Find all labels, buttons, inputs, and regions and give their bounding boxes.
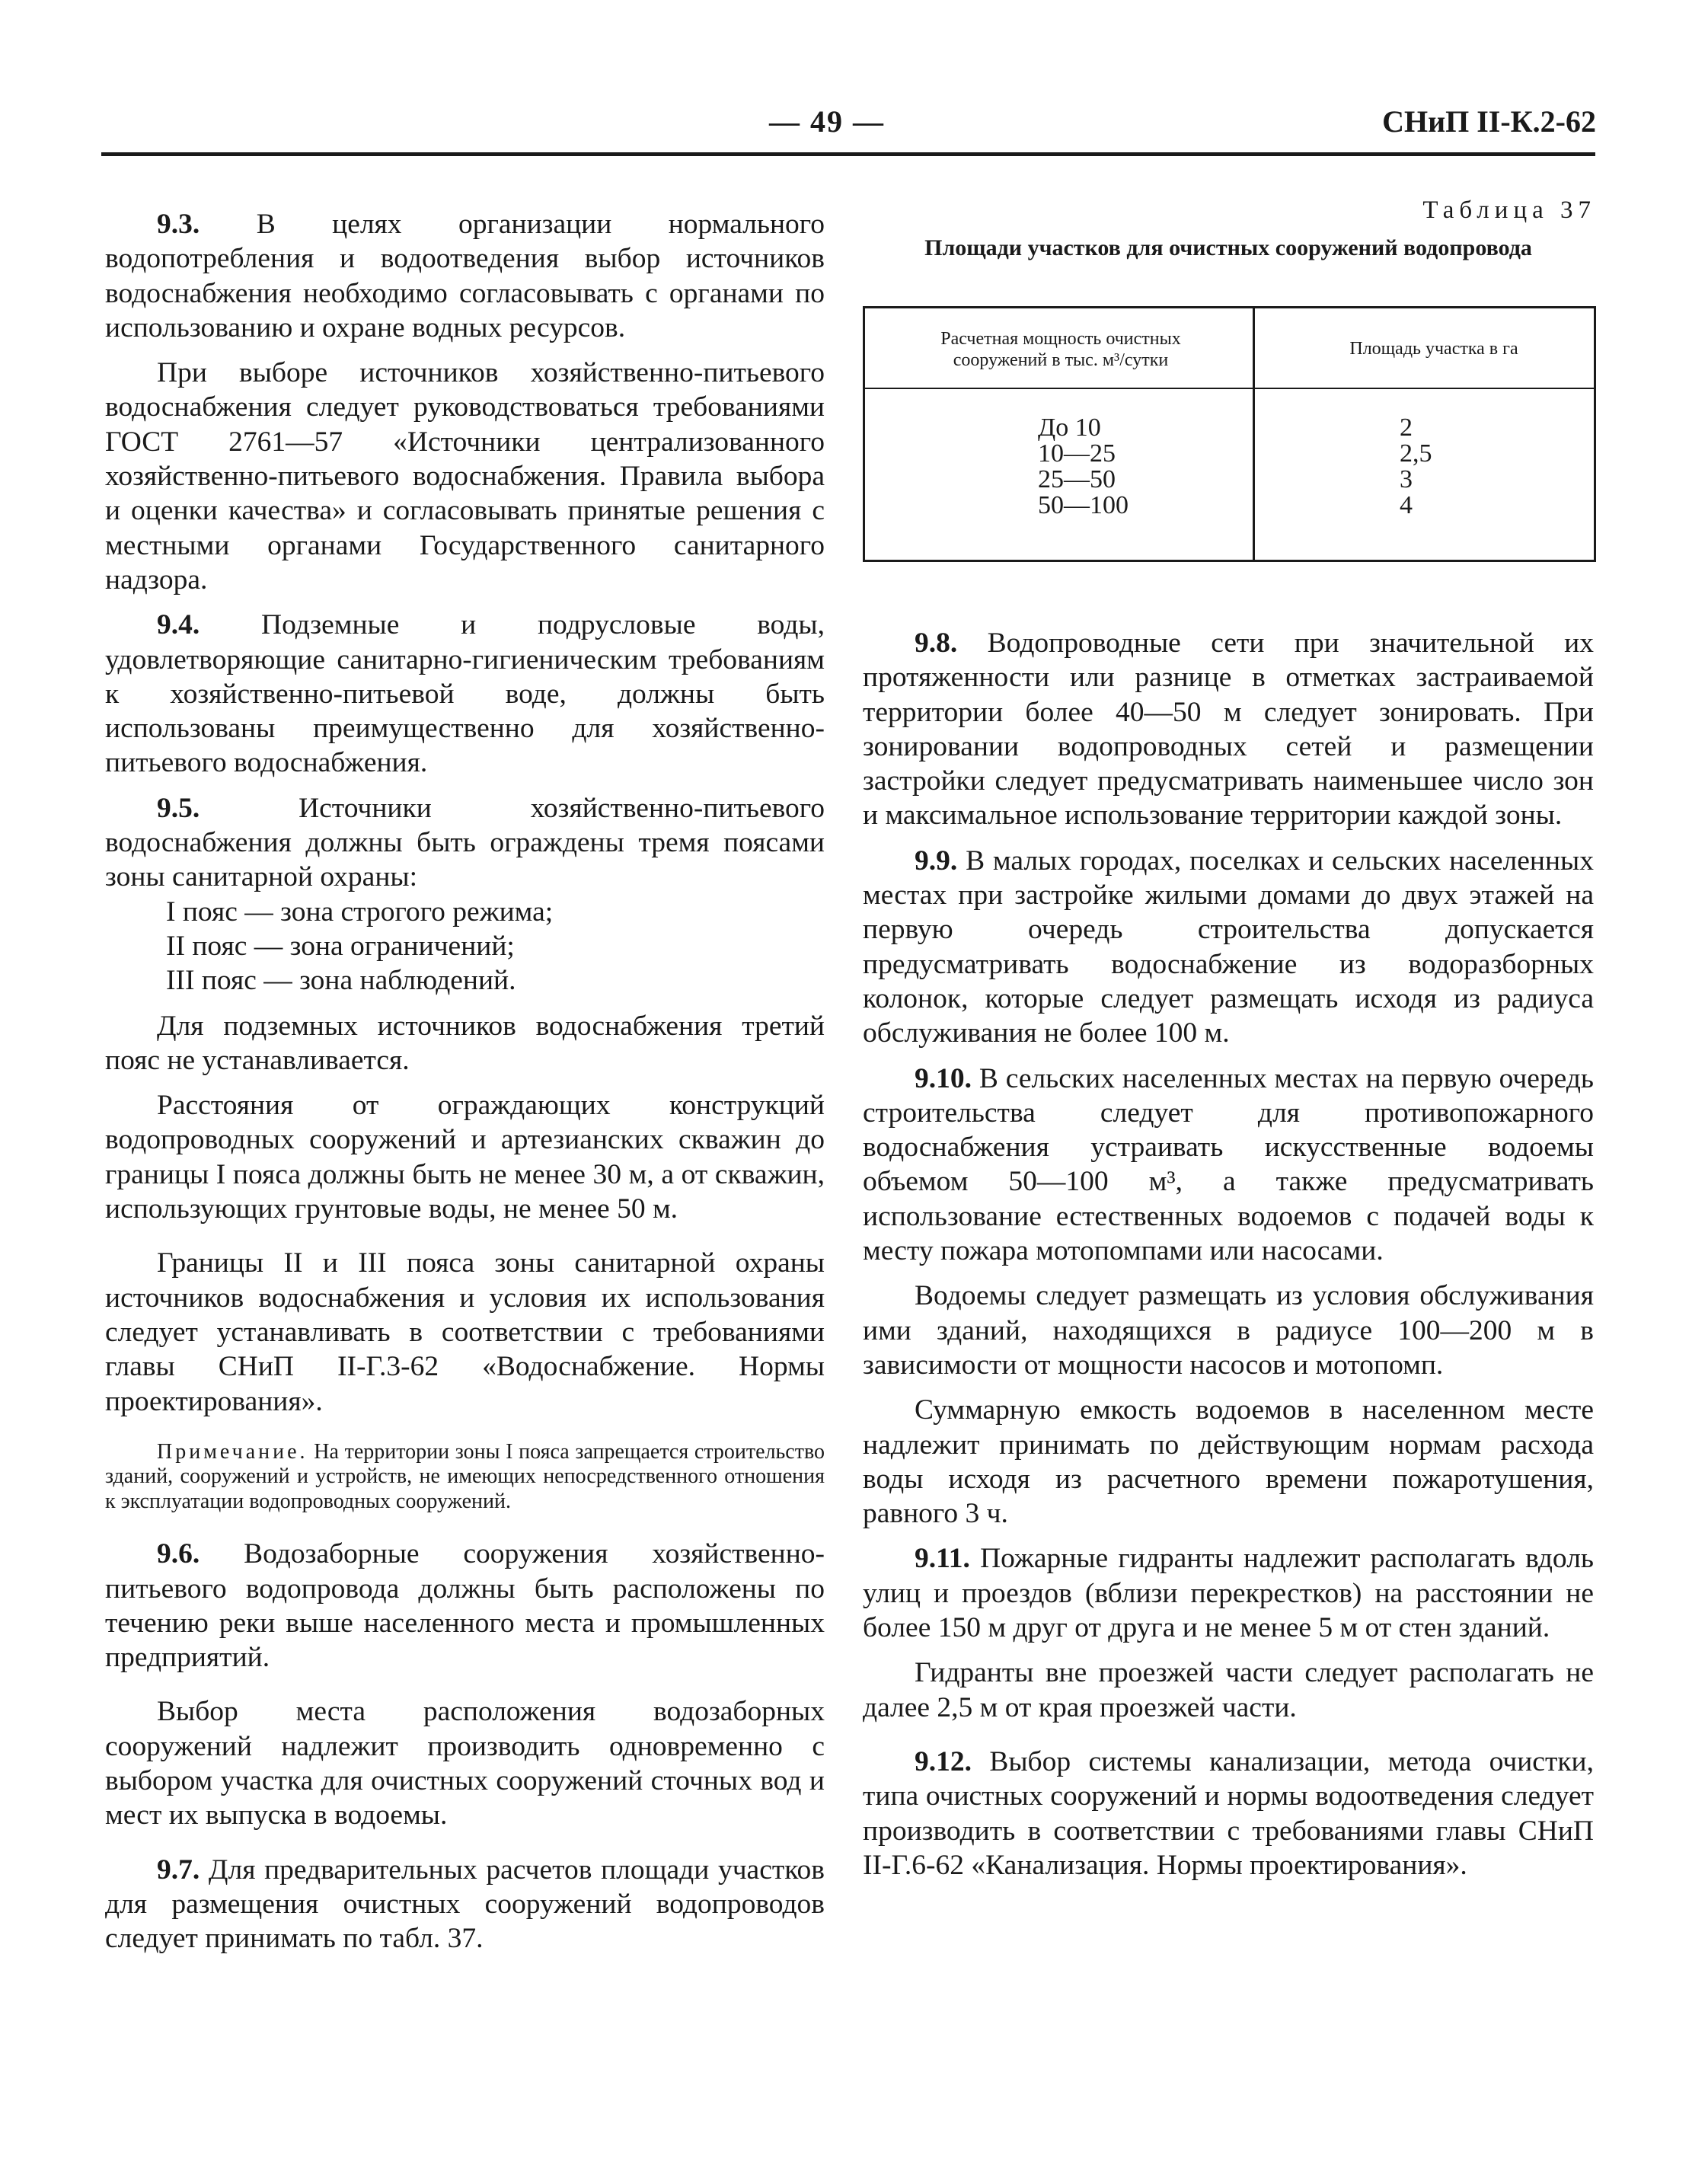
clause-number: 9.11.	[915, 1543, 970, 1575]
paragraph-9-3b: При выборе источников хозяйственно-питьевого водоснабжения следует руководствоваться требованиями ГОСТ 2761—57 «Источники централизованного хозяйственно-питьевого водоснабжения. Правила выбора и оценки качества» и согласовывать принятые решения с местными органами Государственного санитарного надзора.	[105, 357, 825, 596]
paragraph-text: Подземные и подрусловые воды, удовлетворяющие санитарно-гигиеническим требованиям к хозяйственно-питьевой воде, должны быть использованы преимущественно для хозяйственно-питьевого водоснабжения.	[105, 609, 825, 779]
header-rule	[101, 152, 1595, 156]
paragraph-text: Водозаборные сооружения хозяйственно-питьевого водопровода должны быть расположены по течению реки выше населенного места и промышленных предприятий.	[105, 1538, 825, 1674]
belt-item: I пояс — зона строгого режима;	[166, 896, 554, 928]
table-header-area: Площадь участка в га	[1349, 339, 1518, 359]
note-label: Примечание.	[157, 1439, 308, 1464]
paragraph-9-6	[105, 1537, 825, 1675]
table-header-rule	[863, 388, 1596, 389]
left-column	[105, 207, 825, 1956]
clause-number: 9.4.	[157, 609, 200, 641]
belt-item: II пояс — зона ограничений;	[166, 930, 515, 962]
paragraph-9-3	[105, 207, 825, 345]
paragraph-9-5b: Для подземных источников водоснабжения третий пояс не устанавливается.	[105, 1010, 825, 1076]
table-cell: 3	[1400, 465, 1413, 493]
paragraph-9-12	[863, 1745, 1594, 1882]
clause-number: 9.6.	[157, 1538, 200, 1570]
paragraph-text: Источники хозяйственно-питьевого водоснабжения должны быть ограждены тремя поясами зоны санитарной охраны:	[105, 792, 825, 893]
clause-number: 9.12.	[915, 1745, 972, 1777]
table-cell: 25—50	[1038, 465, 1116, 493]
paragraph-text: Выбор системы канализации, метода очистки, типа очистных сооружений и нормы водоотведения следует производить в соответствии с требованиями главы СНиП II-Г.6-62 «Канализация. Нормы проектирования».	[863, 1745, 1595, 1881]
table-border	[863, 308, 865, 560]
paragraph-9-11b: Гидранты вне проезжей части следует располагать не далее 2,5 м от края проезжей части.	[863, 1657, 1594, 1723]
page-number: — 49 —	[769, 104, 885, 139]
paragraph-text: Пожарные гидранты надлежит располагать вдоль улиц и проездов (вблизи перекрестков) на расстоянии не более 150 м друг от друга и не менее 5 м от стен зданий.	[863, 1543, 1595, 1644]
note	[105, 1440, 825, 1515]
paragraph-9-10c: Суммарную емкость водоемов в населенном месте надлежит принимать по действующим нормам расхода воды исходя из расчетного времени пожаротушения, равного 3 ч.	[863, 1394, 1594, 1530]
clause-number: 9.3.	[157, 209, 200, 240]
paragraph-text: В сельских населенных местах на первую очередь строительства следует для противопожарного водоснабжения устраивать искусственные водоемы объемом 50—100 м³, а также предусматривать использование естественных водоемов с подачей воды к месту пожара мотопомпами или насосами.	[863, 1062, 1595, 1267]
table-cell: 50—100	[1038, 491, 1129, 519]
paragraph-9-10	[863, 1062, 1594, 1269]
table-cell: 2	[1400, 414, 1413, 442]
note-text: На территории зоны I пояса запрещается строительство зданий, сооружений и устройств, не имеющих непосредственного отношения к эксплуатации водопроводных сооружений.	[105, 1439, 825, 1513]
clause-number: 9.9.	[915, 845, 958, 877]
table-title: Площади участков для очистных сооружений водопровода	[924, 235, 1532, 260]
paragraph-9-5c: Расстояния от ограждающих конструкций водопроводных сооружений и артезианских скважин до границы I пояса должны быть не менее 30 м, а от скважин, использующих грунтовые воды, не менее 50 м.	[105, 1090, 825, 1225]
table-column-divider	[1253, 308, 1255, 560]
paragraph-text: В малых городах, поселках и сельских населенных местах при застройке жилыми домами до двух этажей на первую очередь строительства допускается предусматривать водоснабжение из водоразборных колонок, которые следует размещать исходя из радиуса обслуживания не более 100 м.	[863, 845, 1594, 1049]
paragraph-9-4	[105, 608, 825, 780]
paragraph-text: Для предварительных расчетов площади участков для размещения очистных сооружений водопроводов следует принимать по табл. 37.	[105, 1854, 825, 1955]
table-cell: 4	[1400, 491, 1413, 519]
paragraph-9-10b: Водоемы следует размещать из условия обслуживания ими зданий, находящихся в радиусе 100—200 м в зависимости от мощности насосов и мотопомп.	[863, 1280, 1594, 1381]
paragraph-9-5	[105, 791, 825, 895]
clause-number: 9.7.	[157, 1854, 200, 1886]
table-cell: До 10	[1038, 414, 1101, 442]
clause-number: 9.8.	[915, 627, 958, 659]
paragraph-text: Водопроводные сети при значительной их протяженности или разнице в отметках застраиваемой территории более 40—50 м следует зонировать. При зонировании водопроводных сетей и размещении застройки следует предусматривать наименьшее число зон и максимальное использование территории каждой зоны.	[863, 627, 1594, 832]
paragraph-9-9	[863, 844, 1594, 1051]
table-caption: Таблица 37	[1422, 196, 1596, 224]
table-cell: 2,5	[1400, 439, 1432, 468]
document-code: СНиП II-К.2-62	[1382, 104, 1596, 139]
belt-item: III пояс — зона наблюдений.	[166, 965, 516, 997]
paragraph-9-6b: Выбор места расположения водозаборных сооружений надлежит производить одновременно с выбором участка для очистных сооружений сточных вод и мест их выпуска в водоемы.	[105, 1696, 825, 1831]
paragraph-9-8	[863, 626, 1594, 833]
table-column-area	[1400, 415, 1432, 519]
paragraph-9-11	[863, 1541, 1594, 1645]
table-border	[1594, 308, 1596, 560]
clause-number: 9.10.	[915, 1062, 972, 1094]
clause-number: 9.5.	[157, 792, 200, 824]
table-cell: 10—25	[1038, 439, 1116, 468]
table-column-capacity	[1038, 415, 1129, 519]
table-header-capacity: Расчетная мощность очистных сооружений в тыс. м³/сутки	[940, 329, 1181, 370]
table-37	[863, 306, 1596, 562]
paragraph-text: В целях организации нормального водопотребления и водоотведения выбор источников водоснабжения необходимо согласовывать с органами по использованию и охране водных ресурсов.	[105, 209, 825, 343]
paragraph-9-7	[105, 1853, 825, 1956]
paragraph-9-5d: Границы II и III пояса зоны санитарной охраны источников водоснабжения и условия их использования следует устанавливать в соответствии с требованиями главы СНиП II-Г.3-62 «Водоснабжение. Нормы проектирования».	[105, 1247, 825, 1417]
right-column	[863, 626, 1594, 1882]
